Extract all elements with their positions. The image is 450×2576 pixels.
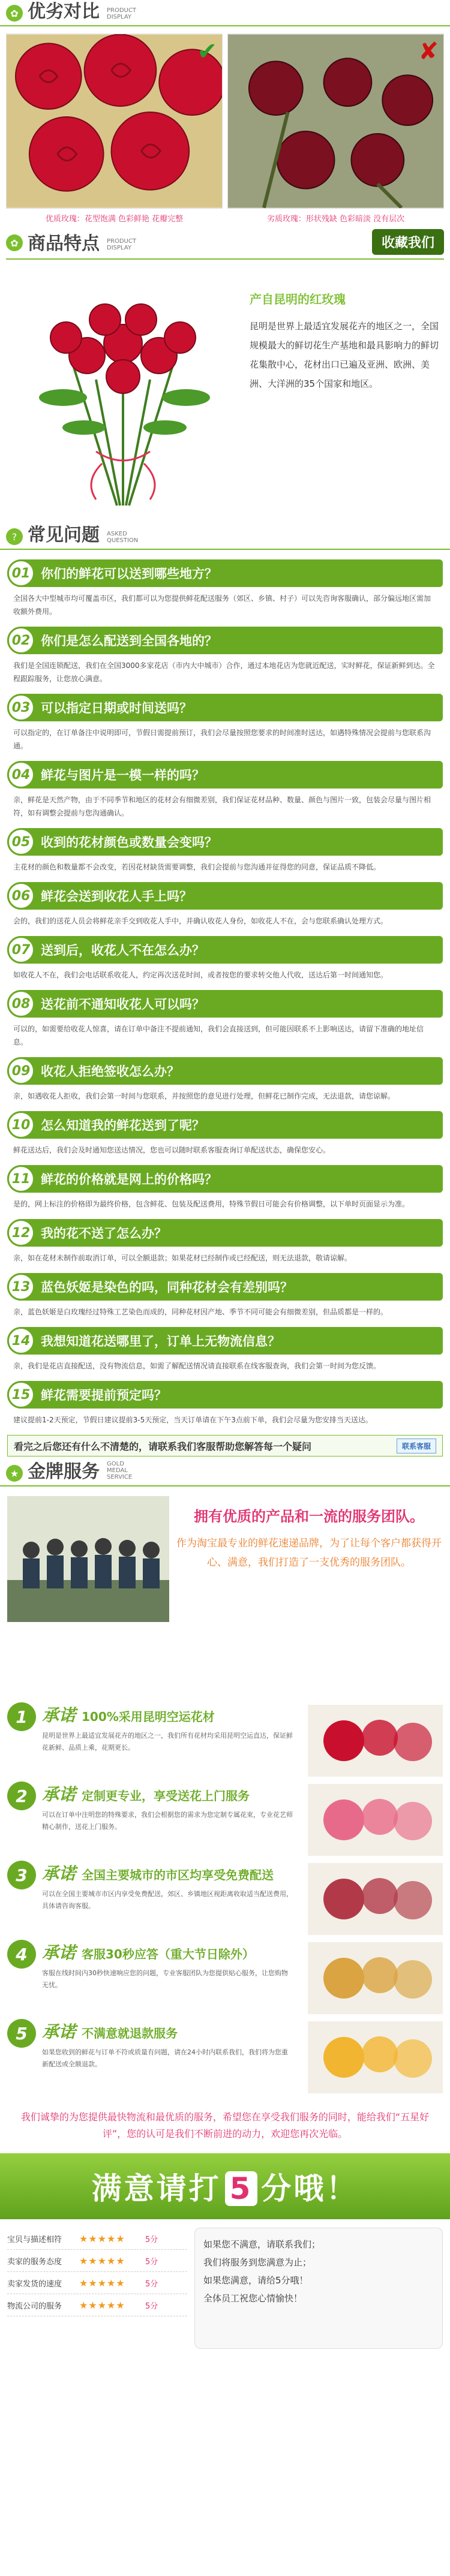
faq-number: 13 [7,1273,35,1301]
faq-answer: 可以的，如需要给收花人惊喜，请在订单中备注不提前通知，我们会直接送到，但可能因联系不上影响送达，请留下准确的地址信息。 [13,1025,424,1046]
promise-item [0,1861,450,1940]
promise-description: 可以在订单中注明您的特殊要求，我们会根据您的需求为您定制专属花束，专业花艺师精心制作，送花上门服务。 [42,1811,293,1831]
faq-item [7,1165,443,1211]
faq-answer: 全国各大中型城市均可覆盖市区，我们都可以为您提供鲜花配送服务（郊区、乡镇、村子）可以先咨询客服确认，部分偏远地区需加收额外费用。 [13,594,431,616]
rating-table [7,2228,187,2349]
faq-number: 02 [7,627,35,654]
faq-question-bar [7,761,443,789]
contact-notice [7,1435,443,1456]
promise-heading: 客服30秒应答（重大节日除外） [82,1947,254,1961]
faq-answer: 亲，如遇收花人拒收，我们会第一时间与您联系，并按照您的意见进行处理，但鲜花已制作完成，无法退款，请您谅解。 [13,1092,395,1100]
compare-subtitle: PRODUCT DISPLAY [107,7,136,20]
star-icons: ★★★★★ [79,2255,125,2267]
faq-question: 鲜花会送到收花人手上吗？ [41,889,192,904]
faq-item [7,1327,443,1373]
faq-question-bar [7,559,443,587]
compare-header [0,0,450,26]
rating-note-line: 全体员工祝您心情愉快！ [203,2293,303,2304]
promise-description: 客服在线时间内30秒快速响应您的问题，专业客服团队为您提供贴心服务，让您购物无忧。 [42,1969,288,1989]
promise-description: 昆明是世界上最适宜发展花卉的地区之一，我们所有花材均采用昆明空运直达，保证鲜花新鲜、品质上乘，花期更长。 [42,1732,293,1752]
promise-body [42,1940,294,1991]
faq-number: 09 [7,1057,35,1085]
rating-row [7,2272,187,2294]
promise-item [0,1940,450,2019]
promise-description: 可以在全国主要城市市区内享受免费配送，郊区、乡镇地区视距离收取适当配送费用，具体请咨询客服。 [42,1890,293,1910]
service-intro [0,1486,450,1702]
faq-question: 收到的花材颜色或数量会变吗？ [41,835,217,850]
faq-question-bar [7,694,443,721]
team-photo [7,1496,169,1622]
faq-number: 15 [7,1381,35,1409]
faq-question: 鲜花与图片是一模一样的吗？ [41,768,205,783]
faq-answer: 可以指定的，在订单备注中说明即可，节假日需提前预订，我们会尽量按照您要求的时间准时送达，如遇特殊情况会提前与您联系沟通。 [13,729,431,750]
banner-post: 分哦！ [261,2171,359,2206]
promise-number: 2 [7,1781,36,1810]
promise-heading: 定制更专业，享受送花上门服务 [82,1789,250,1803]
faq-number: 04 [7,761,35,789]
faq-question: 我想知道花送哪里了，订单上无物流信息？ [41,1334,280,1349]
promise-image [308,1705,443,1777]
rating-banner [0,2153,450,2219]
faq-title: 常见问题 [28,525,100,546]
faq-question: 送花前不通知收花人可以吗？ [41,997,205,1012]
faq-item [7,936,443,982]
faq-item [7,882,443,928]
service-header [0,1460,450,1486]
star-icons: ★★★★★ [79,2232,125,2244]
favorite-button[interactable]: 收藏我们 [372,229,444,255]
rating-label: 宝贝与描述相符 [7,2235,62,2244]
promise-title [42,1702,294,1726]
faq-question: 送到后，收花人不在怎么办？ [41,943,205,958]
faq-question: 鲜花需要提前预定吗？ [41,1388,167,1403]
question-icon: ? [6,528,23,545]
faq-question: 你们的鲜花可以送到哪些地方？ [41,567,217,581]
faq-question-bar [7,936,443,964]
promise-item [0,1702,450,1781]
faq-number: 06 [7,882,35,910]
medal-icon: ★ [6,1465,23,1482]
banner-score: 5 [225,2171,258,2206]
faq-question: 你们是怎么配送到全国各地的？ [41,634,217,648]
faq-item [7,1219,443,1265]
faq-question: 收花人拒绝签收怎么办？ [41,1064,179,1079]
promise-item [0,1781,450,1861]
faq-question-bar [7,882,443,910]
faq-question-bar [7,1165,443,1193]
good-rose-panel [6,34,223,224]
faq-answer: 亲，我们是花店直接配送，没有物流信息，如需了解配送情况请直接联系在线客服查询，我们会第一时间为您反馈。 [13,1362,381,1370]
promise-title [42,1781,294,1805]
faq-question-bar [7,1057,443,1085]
promise-title [42,1940,294,1964]
promise-word: 承诺 [42,1943,76,1963]
faq-number: 10 [7,1111,35,1139]
banner-pre: 满意请打 [91,2171,221,2206]
faq-answer: 亲，如在花材未制作前取消订单，可以全额退款；如果花材已经制作或已经配送，则无法退款，敬请谅解。 [13,1254,352,1262]
faq-answer: 建议提前1-2天预定，节假日建议提前3-5天预定，当天订单请在下午3点前下单，我们会尽量为您安排当天送达。 [13,1416,373,1424]
product-header [6,228,143,255]
rating-score: 5分 [145,2301,158,2311]
faq-answer: 主花材的颜色和数量都不会改变，若因花材缺货需要调整，我们会提前与您沟通并征得您的同意，保证品质不降低。 [13,863,381,871]
notice-text: 看完之后您还有什么不清楚的，请联系我们客服帮助您解答每一个疑问 [14,1440,312,1452]
promise-image [308,2021,443,2093]
faq-question: 怎么知道我的鲜花送到了呢？ [41,1118,205,1133]
faq-question-bar [7,1327,443,1355]
good-rose-caption: 优质玫瑰：花型饱满 色彩鲜艳 花瓣完整 [45,215,184,224]
promise-title [42,1861,294,1885]
promise-item [0,2019,450,2098]
faq-number: 08 [7,990,35,1018]
product-header-bar [0,224,450,255]
rating-row [7,2294,187,2316]
promise-image [308,1784,443,1856]
check-icon: ✔ [197,38,217,65]
faq-item [7,1273,443,1319]
faq-number: 05 [7,828,35,856]
service-subtitle: GOLD MEDAL SERVICE [107,1461,133,1480]
rating-body [0,2219,450,2357]
promise-body [42,1781,294,1833]
faq-answer: 会的，我们的送花人员会将鲜花亲手交到收花人手中，并确认收花人身份，如收花人不在，会与您联系确认处理方式。 [13,917,388,925]
faq-number: 01 [7,559,35,587]
compare-section [0,26,450,224]
faq-answer: 我们是全国连锁配送，我们在全国3000多家花店（市内大中城市）合作，通过本地花店为您就近配送，实时鲜花，保证新鲜到达。全程跟踪服务，让您放心满意。 [13,661,435,683]
closing-text: 我们诚挚的为您提供最快物流和最优质的服务，希望您在享受我们服务的同时，能给我们“五星好评”，您的认可是我们不断前进的动力，欢迎您再次光临。 [20,2111,430,2139]
product-section [0,260,450,523]
promise-word: 承诺 [42,1784,76,1804]
star-icons: ★★★★★ [79,2277,125,2289]
promise-image [308,1863,443,1935]
faq-question: 可以指定日期或时间送吗？ [41,701,192,715]
faq-question-bar [7,990,443,1018]
faq-answer: 鲜花送达后，我们会及时通知您送达情况，您也可以随时联系客服查询订单配送状态，确保您安心。 [13,1146,331,1154]
faq-item [7,990,443,1049]
faq-question-bar [7,1219,443,1247]
promise-body [42,1861,294,1912]
faq-question: 我的花不送了怎么办？ [41,1226,167,1241]
rating-note [194,2228,443,2349]
contact-service-button[interactable]: 联系客服 [397,1439,436,1453]
promise-word: 承诺 [42,1864,76,1883]
flower-icon: ✿ [6,5,23,22]
faq-question-bar [7,1111,443,1139]
faq-number: 14 [7,1327,35,1355]
flower-icon: ✿ [6,234,23,251]
rating-note-line: 如果您满意，请给5分哦！ [203,2275,308,2286]
product-subtitle-header: PRODUCT DISPLAY [107,238,136,251]
promise-title [42,2019,294,2043]
faq-answer: 如收花人不在，我们会电话联系收花人，约定再次送花时间，或者按您的要求转交他人代收，送达后第一时间通知您。 [13,971,388,979]
service-intro-text: 作为淘宝最专业的鲜花速递品牌，为了让每个客户都获得开心、满意，我们打造了一支优秀的服务团队。 [176,1537,442,1569]
faq-question-bar [7,1381,443,1409]
faq-question-bar [7,828,443,856]
rating-label: 物流公司的服务 [7,2301,62,2311]
promise-body [42,2019,294,2071]
rating-score: 5分 [145,2257,158,2267]
service-text [175,1496,443,1693]
cross-icon: ✘ [418,38,439,65]
bad-rose-panel [227,34,444,224]
faq-header [0,523,450,550]
faq-question: 蓝色妖姬是染色的吗，同种花材会有差别吗？ [41,1280,293,1295]
promise-number: 1 [7,1702,36,1731]
faq-list [0,550,450,1427]
faq-item [7,1381,443,1427]
product-description: 昆明是世界上最适宜发展花卉的地区之一，全国规模最大的鲜切花生产基地和最具影响力的鲜切花集散中心，花材出口已遍及亚洲、欧洲、美洲、大洋洲的35个国家和地区。 [250,321,439,389]
faq-number: 07 [7,936,35,964]
service-title: 金牌服务 [28,1461,100,1482]
rating-note-line: 如果您不满意，请联系我们； [203,2239,321,2250]
faq-item [7,627,443,685]
service-intro-title: 拥有优质的产品和一流的服务团队。 [194,1508,424,1525]
faq-number: 03 [7,694,35,721]
promise-image [308,1942,443,2014]
rating-banner-text [92,2165,359,2208]
bouquet-image [6,272,240,511]
promise-number: 3 [7,1861,36,1889]
bad-rose-image [227,34,444,209]
faq-answer: 亲，鲜花是天然产物，由于不同季节和地区的花材会有细微差别，我们保证花材品种、数量、颜色与图片一致，包装会尽量与图片相符，如有调整会提前与您沟通确认。 [13,796,431,817]
rating-score: 5分 [145,2279,158,2289]
rating-label: 卖家的服务态度 [7,2257,62,2267]
promise-number: 5 [7,2019,36,2048]
faq-item [7,1057,443,1103]
promise-body [42,1702,294,1754]
promise-heading: 不满意就退款服务 [82,2026,178,2041]
faq-item [7,828,443,874]
promise-heading: 全国主要城市的市区均享受免费配送 [82,1868,274,1882]
faq-answer: 是的，网上标注的价格即为最终价格，包含鲜花、包装及配送费用，特殊节假日可能会有价格调整，以下单时页面显示为准。 [13,1200,410,1208]
faq-item [7,761,443,820]
star-icons: ★★★★★ [79,2299,125,2311]
rating-score: 5分 [145,2235,158,2244]
product-title: 产自昆明的红玫瑰 [250,292,346,306]
faq-number: 11 [7,1165,35,1193]
product-info [250,272,444,511]
rating-note-line: 我们将服务到您满意为止； [203,2257,312,2268]
promise-description: 如果您收到的鲜花与订单不符或质量有问题，请在24小时内联系我们，我们将为您重新配送或全额退款。 [42,2048,288,2068]
rating-row [7,2250,187,2272]
compare-title: 优劣对比 [28,1,100,22]
faq-item [7,1111,443,1157]
promise-heading: 100%采用昆明空运花材 [82,1710,215,1724]
faq-number: 12 [7,1219,35,1247]
faq-question-bar [7,627,443,654]
faq-answer: 亲，蓝色妖姬是白玫瑰经过特殊工艺染色而成的，同种花材因产地、季节不同可能会有细微差别，但品质都是一样的。 [13,1308,388,1316]
promise-number: 4 [7,1940,36,1969]
rating-label: 卖家发货的速度 [7,2279,62,2289]
faq-question-bar [7,1273,443,1301]
product-title-header: 商品特点 [28,233,100,254]
promise-word: 承诺 [42,2022,76,2042]
rating-row [7,2228,187,2250]
promise-word: 承诺 [42,1705,76,1725]
good-rose-image [6,34,223,209]
faq-item [7,559,443,618]
promise-list [0,1702,450,2098]
faq-item [7,694,443,753]
bad-rose-caption: 劣质玫瑰：形状残缺 色彩暗淡 没有层次 [266,215,405,224]
faq-subtitle: ASKED QUESTION [107,531,139,544]
faq-question: 鲜花的价格就是网上的价格吗？ [41,1172,217,1187]
